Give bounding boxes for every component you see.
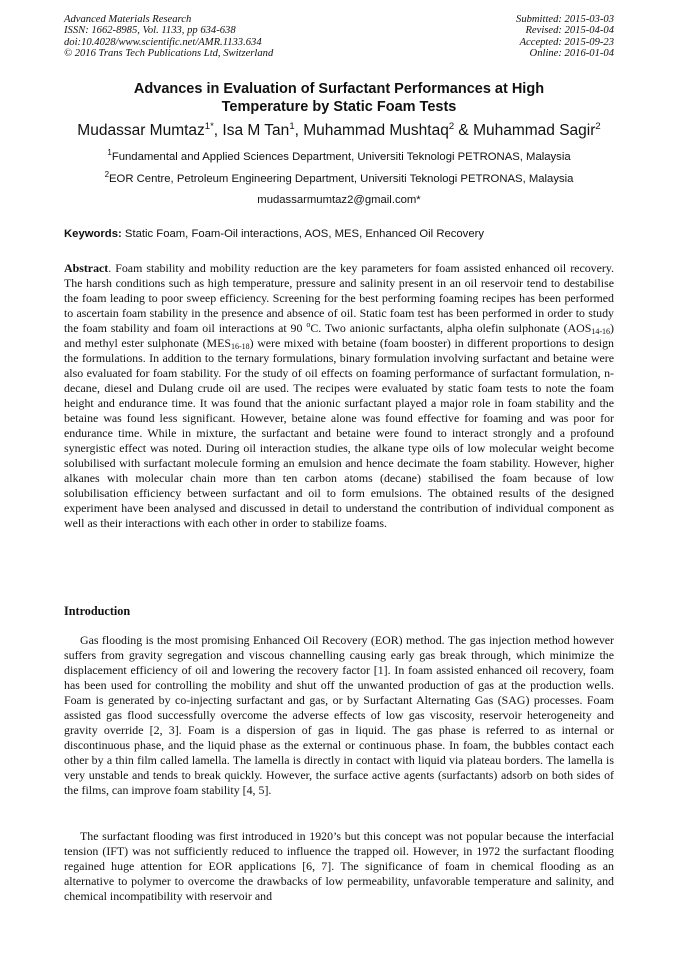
article-dates xyxy=(516,14,614,59)
author-name: Isa M Tan xyxy=(222,122,290,139)
journal-doi: doi:10.4028/www.scientific.net/AMR.1133.634 xyxy=(64,36,262,48)
author-name: Mudassar Mumtaz xyxy=(77,122,205,139)
affiliation-text: Fundamental and Applied Sciences Department, Universiti Teknologi PETRONAS, Malaysia xyxy=(111,151,571,163)
section-heading-introduction: Introduction xyxy=(64,604,131,618)
title-line-2: Temperature by Static Foam Tests xyxy=(221,99,457,115)
author-mark: 1* xyxy=(204,121,214,132)
date-submitted: Submitted: 2015-03-03 xyxy=(516,14,614,25)
affiliation-text: EOR Centre, Petroleum Engineering Department, Universiti Teknologi PETRONAS, Malaysia xyxy=(109,173,574,185)
author-separator: & xyxy=(454,122,474,139)
journal-issn: ISSN: 1662-8985, Vol. 1133, pp 634-638 xyxy=(64,25,236,37)
abstract-text: ) and methyl ester sulphonate (MES xyxy=(64,321,615,350)
title-line-1: Advances in Evaluation of Surfactant Performances at High xyxy=(133,81,545,97)
abstract-text: ) were mixed with betaine (foam booster) in different proportions to design the formulations. In addition to the ternary formulations, binary formulation involving surfactant and betaine were also evaluated for foam stability. For the study of oil effects on foaming performance of surfactant formulation, n-decane, diesel and Dulang crude oil are used. The recipes were evaluated by static foam tests to note the foam height and endurance time. It was found that the anionic surfactant played a major role in foam stability and the betaine was found less significant. However, betaine alone was found effective for foaming and was poor for endurance time. While in mixture, the surfactant and betaine were found to interact strongly and a profound synergistic effect was noted. During oil interaction studies, the alkane type oils of low molecular weight become solubilised with surfactant molecule forming an emulsion and hence decimate the foam stability. However, higher alkanes with molecular chain more than ten carbon atoms (decane) stabilised the foam because of low solubilisation efficiency between surfactant and oil to form emulsions. The obtained results of the designed experiment have been analysed and discussed in detail to understand the contribution of individual component as well as their interactions with each other in order to stabilize foams. xyxy=(64,336,614,530)
keywords-label: Keywords: xyxy=(64,228,122,240)
author-separator: , xyxy=(213,122,223,139)
affiliation-mark: 1 xyxy=(107,148,112,157)
journal-name: Advanced Materials Research xyxy=(64,14,192,25)
author-list xyxy=(64,121,614,141)
date-accepted: Accepted: 2015-09-23 xyxy=(519,36,614,48)
abstract xyxy=(64,261,614,531)
date-online: Online: 2016-01-04 xyxy=(529,47,614,59)
author-name: Muhammad Sagir xyxy=(473,122,596,139)
journal-info xyxy=(64,14,273,59)
abstract-text: . Foam stability and mobility reduction are the key parameters for foam assisted enhanced oil recovery. The harsh conditions such as high temperature, pressure and salinity present in an oil reservoir tend to destabilise the foam leading to poor sweep efficiency. Screening for the best performing foaming recipes has been performed to ascertain foam stability in the presence and absence of oil. Static foam test has been performed in order to study the foam stability and foam oil interactions at 90 xyxy=(64,261,614,335)
author-mark: 1 xyxy=(289,121,295,132)
affiliation-mark: 2 xyxy=(104,170,110,179)
abstract-label: Abstract xyxy=(64,261,109,275)
date-revised: Revised: 2015-04-04 xyxy=(525,25,614,37)
affiliation-1 xyxy=(64,150,614,164)
mes-subscript: 16-18 xyxy=(230,342,250,351)
paper-title xyxy=(64,80,614,116)
author-mark: 2 xyxy=(448,121,455,132)
keywords-text: Static Foam, Foam-Oil interactions, AOS, MES, Enhanced Oil Recovery xyxy=(121,228,485,240)
abstract-text: C. Two anionic surfactants, alpha olefin sulphonate (AOS xyxy=(310,321,592,335)
introduction-paragraph-1: Gas flooding is the most promising Enhanced Oil Recovery (EOR) method. The gas injection method however suffers from gravity segregation and viscous channelling causing early gas break through, which minimize the displacement efficiency of oil and lowering the recovery factor [1]. In foam assisted enhanced oil recovery, foam has been used for controlling the mobility and shut off the unwanted production of gas at the production wells. Foam is generated by co-injecting surfactant and gas, or by Surfactant Alternating Gas (SAG) processes. Foam assisted gas flood successfully overcome the adverse effects of low gas viscosity, reservoir heterogeneity and gravity override [2, 3]. Foam is a dispersion of gas in liquid. The gas phase is referred to as internal or discontinuous phase, and the liquid phase as the external or continuous phase. In foam, the bubbles contact each other by a thin film called lamella. The lamella is directly in contact with liquid via plateau borders. The lamella is very unstable and tends to break quickly. However, the surface active agents (surfactants) adsorb on both sides of the films, can improve foam stability [4, 5]. xyxy=(64,633,614,797)
affiliation-2 xyxy=(64,172,614,186)
degree-mark: o xyxy=(306,320,311,329)
author-mark: 2 xyxy=(595,121,601,132)
corresponding-email: mudassarmumtaz2@gmail.com* xyxy=(257,194,421,206)
author-name: Muhammad Mushtaq xyxy=(303,122,449,139)
aos-subscript: 14-16 xyxy=(591,327,611,336)
journal-copyright: © 2016 Trans Tech Publications Ltd, Switzerland xyxy=(64,47,274,59)
introduction-paragraph-2: The surfactant flooding was first introduced in 1920’s but this concept was not popular because the interfacial tension (IFT) was not sufficiently reduced to influence the trapped oil. However, in 1972 the surfactant flooding regained huge attention for EOR applications [6, 7]. The significance of foam in chemical flooding as an alternative to polymer to overcome the drawbacks of low permeability, unfavorable temperature and salinity, and chemical incompatibility with reservoir and xyxy=(64,829,614,903)
keywords xyxy=(64,227,614,241)
author-separator: , xyxy=(294,122,304,139)
